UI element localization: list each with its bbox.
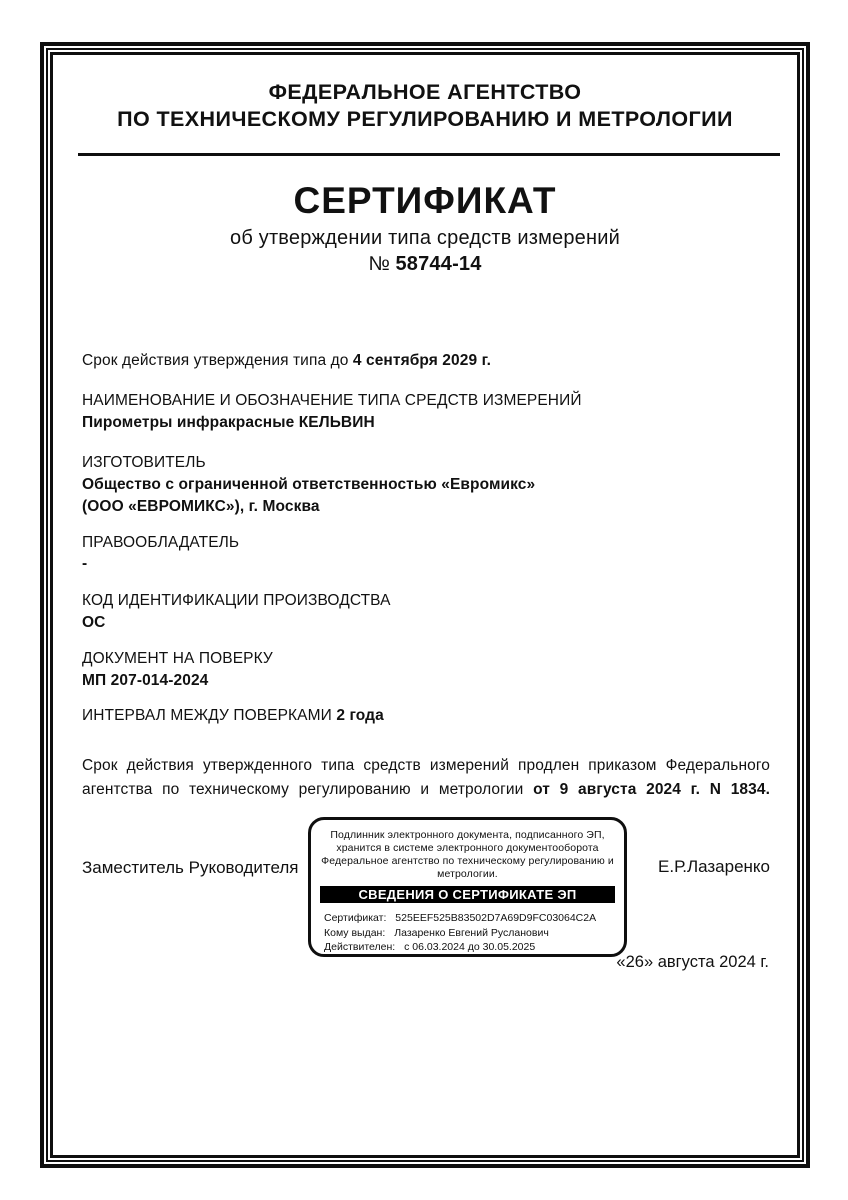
manufacturer-label: ИЗГОТОВИТЕЛЬ [82,454,206,471]
rightsholder-label: ПРАВООБЛАДАТЕЛЬ [82,534,240,551]
stamp-certificate-value: 525EEF525B83502D7A69D9FC03064C2A [395,912,597,924]
manufacturer-value-line2: (ООО «ЕВРОМИКС»), г. Москва [82,498,320,515]
name-type-value: Пирометры инфракрасные КЕЛЬВИН [82,414,375,431]
stamp-certificate-label: Сертификат: [324,912,387,924]
stamp-header-line3: Федеральное агентство по техническому регулированию и [321,855,614,867]
stamp-header-line1: Подлинник электронного документа, подписанного ЭП, [330,829,605,841]
stamp-certificate-row [324,911,624,926]
stamp-issued-value: Лазаренко Евгений Русланович [394,926,549,939]
certificate-title: СЕРТИФИКАТ [293,180,557,221]
header-divider [78,153,780,156]
stamp-header [311,829,624,881]
rightsholder-value: - [82,555,88,572]
stamp-valid-value: с 06.03.2024 до 30.05.2025 [404,941,536,953]
validity-label: Срок действия утверждения типа до [82,352,349,369]
stamp-info [324,911,624,955]
stamp-header-line4: метрологии. [437,868,498,880]
verification-doc-value: МП 207-014-2024 [82,672,209,689]
stamp-header-line2: хранится в системе электронного документооборота [336,842,599,854]
number-sign: № [368,253,390,275]
stamp-issued-label: Кому выдан: [324,926,386,939]
certificate-number [40,254,810,274]
stamp-banner: СВЕДЕНИЯ О СЕРТИФИКАТЕ ЭП [320,886,615,903]
name-type-label: НАИМЕНОВАНИЕ И ОБОЗНАЧЕНИЕ ТИПА СРЕДСТВ ИЗМЕРЕНИЙ [82,392,582,409]
production-code-label: КОД ИДЕНТИФИКАЦИИ ПРОИЗВОДСТВА [82,592,391,609]
validity-line [82,353,491,369]
production-code-value: ОС [82,614,106,631]
extension-order-ref: от 9 августа 2024 г. N 1834. [533,780,770,798]
agency-line2: ПО ТЕХНИЧЕСКОМУ РЕГУЛИРОВАНИЮ И МЕТРОЛОГИИ [117,107,733,131]
stamp-valid-label: Действителен: [324,941,396,953]
verification-doc-label: ДОКУМЕНТ НА ПОВЕРКУ [82,650,273,667]
manufacturer-value-line1: Общество с ограниченной ответственностью «Евромикс» [82,476,536,493]
extension-paragraph [82,754,770,801]
electronic-signature-stamp [308,817,627,957]
extension-text: Срок действия утвержденного типа средств измерений продлен приказом Федерального агентства по техническому регулированию и метрологии [82,757,770,798]
signature-date: «26» августа 2024 г. [616,953,769,971]
signer-name: Е.Р.Лазаренко [658,857,770,876]
stamp-issued-row [324,926,624,941]
certificate-subtitle: об утверждении типа средств измерений [230,227,620,249]
number-value: 58744-14 [395,253,482,275]
interval-value: 2 года [336,707,384,724]
signer-position: Заместитель Руководителя [82,858,299,877]
interval-line [82,708,384,724]
validity-value: 4 сентября 2029 г. [352,352,492,369]
stamp-valid-row [324,940,624,955]
interval-label: ИНТЕРВАЛ МЕЖДУ ПОВЕРКАМИ [82,707,332,724]
agency-header [40,79,810,133]
agency-line1: ФЕДЕРАЛЬНОЕ АГЕНТСТВО [268,80,582,104]
